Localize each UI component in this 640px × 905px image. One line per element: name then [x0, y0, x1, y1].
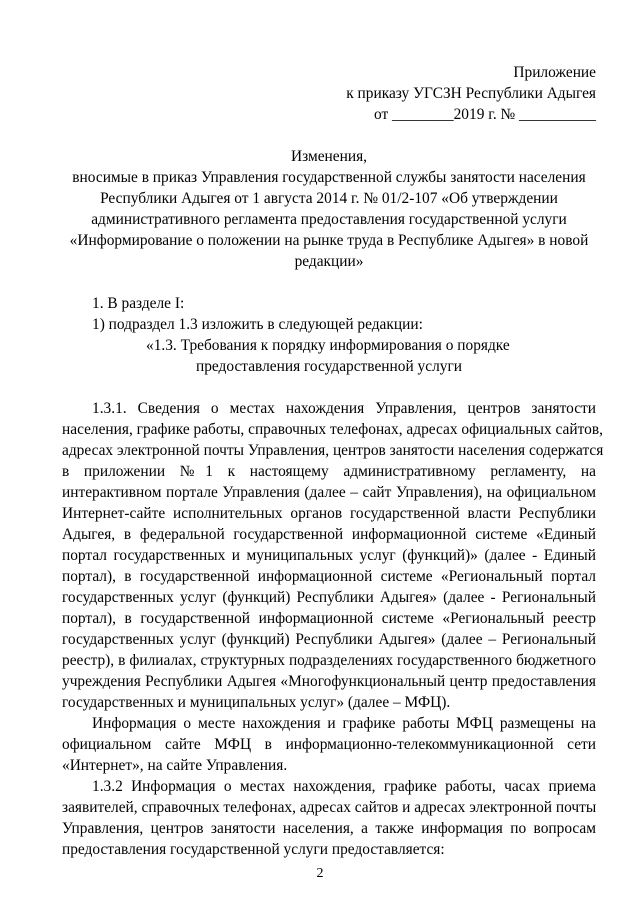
body-line: населения, графике работы, справочных телефонах, адресах официальных сайтов, — [62, 421, 603, 438]
body-line: Интернет-сайте исполнительных органов государственной власти Республики — [62, 505, 596, 522]
body-line: в приложении №1 к настоящему административному регламенту, на — [62, 463, 596, 480]
appendix-order-ref: к приказу УГСЗН Республики Адыгея — [346, 85, 596, 102]
body-line: государственных услуг (функций) Республики Адыгея» (далее - Региональный — [62, 589, 596, 606]
body-line: Информация о месте нахождения и графике работы МФЦ размещены на — [92, 715, 596, 732]
body-line: предоставления государственной услуги предоставляется: — [62, 841, 445, 858]
body-line: заявителей, справочных телефонах, адресах сайтов и адресах электронной почты — [62, 799, 597, 816]
subsection-title: «1.3. Требования к порядку информирования о порядке — [146, 337, 510, 354]
body-line: портал), в государственной информационной системе «Региональный портал — [62, 568, 596, 585]
appendix-label: Приложение — [513, 64, 596, 81]
body-line: официальном сайте МФЦ в информационно-телекоммуникационной сети — [62, 736, 596, 753]
subsection-title: предоставления государственной услуги — [195, 358, 462, 375]
body-line: учреждения Республики Адыгея «Многофункциональный центр предоставления — [62, 673, 596, 690]
title-line: административного регламента предоставления государственной услуги — [91, 211, 567, 228]
title-line: Изменения, — [290, 148, 367, 165]
body-line: реестр), в филиалах, структурных подразделениях государственного бюджетного — [62, 652, 596, 669]
body-line: интерактивном портале Управления (далее – сайт Управления), на официальном — [62, 484, 596, 501]
page-number: 2 — [316, 866, 324, 881]
title-line: «Информирование о положении на рынке труда в Республике Адыгея» в новой — [69, 232, 589, 249]
section-subitem: 1) подраздел 1.3 изложить в следующей редакции: — [92, 316, 423, 333]
body-line: Управления, центров занятости населения, а также информация по вопросам — [62, 820, 596, 837]
body-line: Адыгея, в федеральной государственной информационной системе «Единый — [62, 526, 596, 543]
title-line: редакции» — [294, 253, 364, 270]
body-line: «Интернет», на сайте Управления. — [62, 757, 288, 774]
body-line: государственных и муниципальных услуг» (далее – МФЦ). — [62, 694, 451, 711]
body-line: 1.3.2 Информация о местах нахождения, графике работы, часах приема — [92, 778, 596, 795]
body-line: адресах электронной почты Управления, центров занятости населения содержатся — [62, 442, 604, 459]
body-line: 1.3.1. Сведения о местах нахождения Управления, центров занятости — [92, 400, 596, 417]
appendix-date-number: от ________2019 г. № __________ — [373, 106, 596, 123]
body-line: портал), в государственной информационной системе «Региональный реестр — [62, 610, 596, 627]
title-line: Республики Адыгея от 1 августа 2014 г. № 01/2-107 «Об утверждении — [100, 190, 558, 207]
section-item: 1. В разделе I: — [92, 295, 185, 312]
body-line: государственных услуг (функций) Республики Адыгея» (далее – Региональный — [62, 631, 596, 648]
body-line: портал государственных и муниципальных услуг (функций)» (далее - Единый — [62, 547, 596, 564]
title-line: вносимые в приказ Управления государственной службы занятости населения — [72, 169, 586, 186]
